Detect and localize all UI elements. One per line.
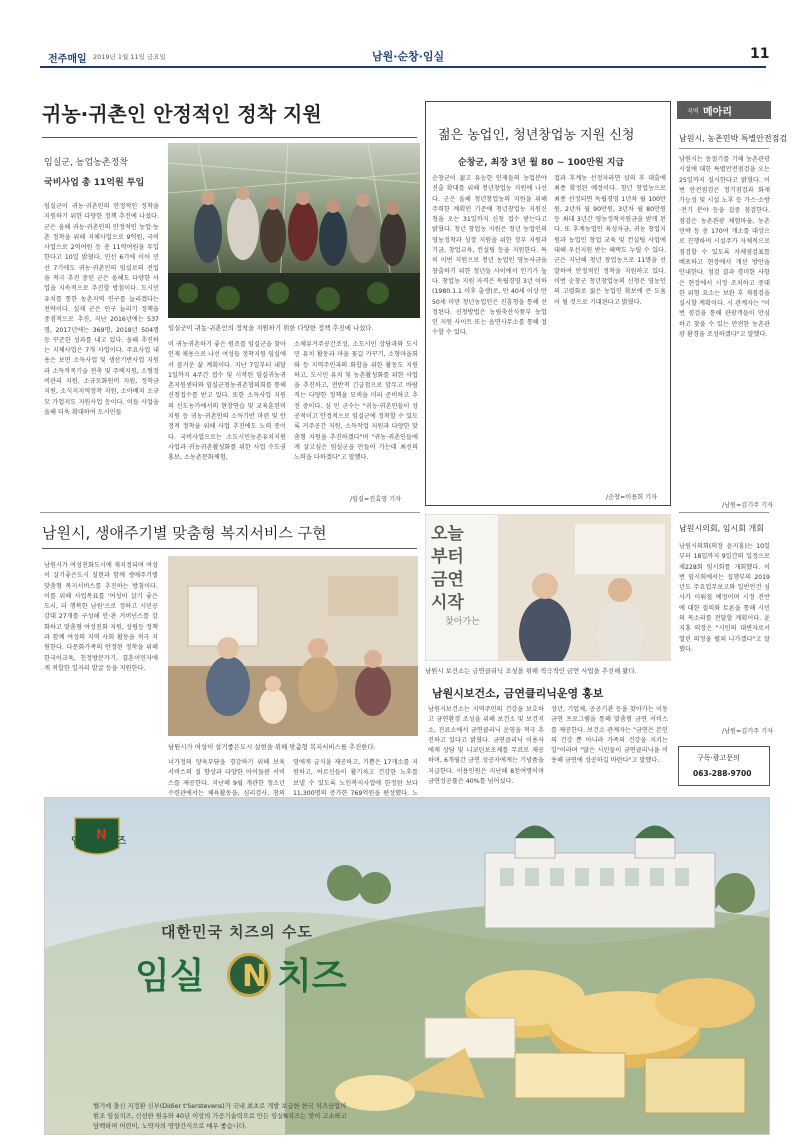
article-text: 너가정의 양육부담을 경감하기 위해 보육 서비스의 질 향상과 다양한 아이돌봄 서비스를 제공한다. 지난해 9월 개관한 청소년 수련관에서는 체육활동을, 심리검사, 창의 bbox=[168, 759, 285, 797]
brand-logo-n: N bbox=[96, 828, 107, 843]
sidebar-headline: 남원시, 농촌민박 특별안전점검 bbox=[679, 134, 788, 143]
section-rule bbox=[40, 512, 420, 513]
subscription-phone: 063-288-9700 bbox=[693, 769, 752, 778]
sidebar-headline: 남원시의회, 임시회 개회 bbox=[679, 524, 764, 533]
brand-logo-top: 임실 bbox=[71, 836, 91, 847]
subheading: 임실군, 농업농촌정착 bbox=[44, 158, 128, 168]
sign-text: 금연 bbox=[431, 570, 464, 590]
article-text: 남원시보건소는 지역주민의 건강을 보호하고 금연환경 조성을 위해 보건소 및 보건지소, 진료소에서 금연클리닉 운영을 적극 추진하고 있다고 밝혔다. 금연클리닉 이용자에게 상담 및 니코틴보조제를 무료로 제공하며, 6개월간 금연 성공자에게는 기념품을 지급한다. 이용인원은 지난해 8천여명이며 금연성공률은 40%를 넘어섰다. bbox=[428, 706, 544, 786]
sign-text: 오늘 bbox=[431, 524, 464, 544]
headline: 귀농·귀촌인 안정적인 정착 지원 bbox=[42, 102, 322, 126]
photo-caption: 남원시가 여성이 살기좋은도시 실현을 위해 맞춤형 복지서비스를 추진한다. bbox=[168, 743, 376, 751]
sidebar-text: 남원시의회(의장 윤지홍)는 10일부터 18일까지 9일간의 일정으로 제228회 임시회를 개회했다. 이번 임시회에서는 집행부의 2019년도 주요업무보고와 일반안건 심사가 이뤄질 예정이며 시정 전반에 대한 질의와 토론을 통해 시민의 목소리를 전달할 계획이다. 윤지홍 의장은 "시민의 대변자로서 열린 의정을 펼쳐 나가겠다"고 말했다. bbox=[679, 543, 770, 653]
ad-tagline: 대한민국 치즈의 수도 bbox=[161, 923, 313, 941]
sign-small-text: 찾아가는 bbox=[445, 617, 480, 627]
byline: /남원=김기주 기자 bbox=[722, 502, 774, 509]
cheese-advertisement bbox=[44, 797, 770, 1135]
article-text: 순창군이 젊고 유능한 인재들의 농업분야 진출 확대를 위해 청년창업농 지원에 나선다. 군은 올해 청년창업농의 지원을 위해 주력한 계획인 기준에 청년창업농 지원신청을 오는 31일까지 신청 접수 받는다고 밝혔다. 청년 창업농 지원은 청년 농업인의 영농정착과 성장 지원을 위한 정부 지원과 기금, 창업교육, 컨설팅 등을 지원한다. 특히 이번 지원으로 청년 농업인 영농자금을 창출하기 위한 청년들 사이에서 인기가 높다. 창업농 지원 자격은 독립경영 3년 이하(1980.1.1 이후 출생)로, 만 40세 이상 만 50세 미만 청년농업인은 진흥청을 통해 선정된다. 신청방법은 농림축산식품부 농업인 지원 사이트 또는 읍면사무소를 통해 접수할 수 있다. bbox=[432, 175, 547, 337]
page-number: 11 bbox=[750, 46, 770, 62]
byline: /순창=이용희 기자 bbox=[606, 494, 658, 501]
subscription-label: 구독·광고문의 bbox=[697, 754, 740, 762]
ad-title-right: 치즈 bbox=[277, 956, 347, 997]
header-rule bbox=[40, 66, 766, 68]
paper-name: 전주매일 bbox=[48, 54, 87, 65]
sidebar-rule bbox=[679, 148, 769, 149]
subheading: 순창군, 최장 3년 월 80 ~ 100만원 지급 bbox=[458, 158, 625, 168]
article-text: 영에게 급식을 제공하고, 기쁨은 17개소를 지원하고, 어르신들이 활기차고 건강한 노후를 보낼 수 있도록 노인복지사업에 한정된 보다 11,300명의 증가한 769억원을 편성했다. 노 bbox=[293, 759, 418, 797]
sidebar-text: 남원시는 동절기를 기해 농촌관광시설에 대한 특별안전점검을 오는 25일까지 실시한다고 밝혔다. 이번 안전점검은 정기점검과 화재 가능성 및 시설 노후 등 가스·소방·전기 분야 등을 집중 점검한다. 점검은 농촌관광 체험마을, 농촌민박 등 총 170여 개소를 대상으로 진행하며 시설주가 자체적으로 점검할 수 있도록 자체점검표를 배포하고 현장에서 개선 방안을 안내한다. 점검 결과 경미한 사항은 현장에서 시정 조치하고 중대한 위험 요소는 보완 후 재점검을 실시할 계획이다. 시 관계자는 "이번 점검을 통해 관광객들이 안심하고 찾을 수 있는 안전한 농촌관광 환경을 조성하겠다"고 말했다. bbox=[679, 156, 770, 339]
page-header bbox=[0, 0, 806, 70]
sign-text: 부터 bbox=[431, 547, 464, 567]
article-text: 소체류거주공간조성, 소도시민 상담과와 도시민 유치 활동과 마을 꽃길 가꾸기, 소형마을회와 등 지역주민과의 화합을 위한 활동도 지원하고, 도시민 유치 및 농촌활성화를 위한 사업을 추진하고, 전반적 긴급점으로 앞두고 바람직는 다양한 정책을 모색을 미리 준비하고 추진 중이다. 심 민 군수는 "귀농·귀촌인들이 성공적이고 안정적으로 임실군에 정착할 수 있도록 거주공간 지원, 소득작업 지원과 다양한 맞춤형 지원을 추진하겠다"며 "귀농·귀촌인들에게 살고싶은 임실군을 만들어 가는데 최선의 노력을 다하겠다"고 말했다. bbox=[294, 341, 418, 462]
article-text: 남원시가 여성친화도시에 재지정되며 여성이 살기좋은도시 실현과 함께 생애주기별 맞춤형 복지서비스를 추진하는 방침이다. 이를 위해 사업목표를 '여성이 살기 좋은 도시, 더 행복한 남원'으로 정하고 시민공감대 27개를 구성해 안·관 거버넌스를 강화하고 맞춤형 여성친화 지원, 성평등 정책과 함께 여성의 지역 사회 활동을 적극 지원한다. 다문화가족의 안정된 정착을 위해 한국어교육, 친정방문가기, 결혼이민자에게 적합한 일자리 발굴 등을 지원한다. bbox=[44, 562, 158, 672]
article-photo bbox=[425, 514, 671, 661]
sidebar-label: 메아리 bbox=[703, 107, 732, 118]
sidebar-label-bar bbox=[677, 101, 771, 119]
ad-title-left: 임실 bbox=[135, 956, 205, 997]
byline: /남원=김기주 기자 bbox=[722, 728, 774, 735]
headline: 남원시, 생애주기별 맞춤형 복지서비스 구현 bbox=[42, 524, 327, 542]
article-text: 장년, 기업체, 공공기관 등을 찾아가는 이동금연 프로그램을 통해 맞춤형 금연 서비스를 제공한다. 보건소 관계자는 "금연은 본인의 건강 뿐 아니라 가족의 건강을 지키는 일"이라며 "많은 시민들이 금연클리닉을 이용해 금연에 성공하길 바란다"고 말했다. bbox=[551, 706, 668, 765]
byline: /임실=진효영 기자 bbox=[350, 496, 402, 503]
sidebar-label-small: 지역 bbox=[687, 108, 699, 115]
headline-rule bbox=[42, 548, 417, 549]
ad-description: 원조 임실치즈, 신선한 원유와 40년 이상의 가공기술력으로 만든 임실N치즈는 맛이 고소하고 bbox=[93, 1113, 347, 1120]
article-photo bbox=[168, 143, 420, 318]
ad-description: 벨기에 출신 지정환 신부(Didier t'Serstevens)가 국내 최초로 개발 보급한 한국 치즈산업의 bbox=[93, 1103, 347, 1110]
headline: 젊은 농업인, 청년창업농 지원 신청 bbox=[438, 128, 635, 143]
subscription-box bbox=[678, 746, 770, 786]
article-photo bbox=[168, 556, 418, 736]
headline: 남원시보건소, 금연클리닉운영 홍보 bbox=[432, 687, 604, 700]
issue-date: 2019년 1월 11일 금요일 bbox=[93, 53, 166, 61]
ad-description: 담백하며 어린이, 노약자의 영양간식으로 매우 좋습니다. bbox=[93, 1123, 247, 1130]
photo-caption: 남원시 보건소는 금연클리닉 조성을 위해 적극적인 금연 사업을 추진해 왔다. bbox=[425, 667, 637, 675]
article-youth-farmers bbox=[425, 101, 671, 506]
section-title: 남원·순창·임실 bbox=[372, 50, 445, 63]
article-text: 접과 후계농 선정자라면 심의 후 대출에 최종 확정된 예정이다. 청년 창업농으로 최종 선정되면 독립경영 1년차 월 100만원, 2년차 월 90만원, 3년차 월 80만원 등 최대 3년간 영농정착지원금을 받게 된다. 또 후계농업인 육성자금, 귀농 창업지원과 농업인 창업 교육 및 컨설팅 사업에 대해 우선지원 받는 혜택도 누릴 수 있다. 군은 지난해 청년 창업농으로 11명을 선발하여 안정적인 정착을 지원하고 있다. 이번 순창군 청년창업농의 신청은 영농인의 고령화로 젊은 농업인 확보에 큰 도움이 될 것으로 기대된다고 밝혔다. bbox=[554, 175, 666, 306]
subheading: 국비사업 총 11억원 투입 bbox=[44, 178, 145, 188]
headline-rule bbox=[42, 137, 417, 138]
ad-title-n-badge bbox=[227, 953, 271, 997]
sidebar-rule bbox=[679, 512, 769, 513]
brand-logo-bottom: 치즈 bbox=[107, 836, 127, 847]
sign-text: 시작 bbox=[431, 593, 464, 613]
photo-caption: 임실군이 귀농·귀촌인의 정착을 지원하기 위한 다양한 정책 추진에 나섰다. bbox=[168, 324, 374, 332]
article-text: 이 귀농귀촌하기 좋은 원조를 임실군을 찾아 인재 채용으로 나선 여성들 정착지원 임실에서 즐거운 삶 계획이다. 지난 7일부터 내달 1일까지 4주간 접수 및 시작된 임실귀농귀촌지원센터와 임실군청농귀촌협의회를 통해 신청접수를 받고 있다. 또한 소득사업 지원의 신도농가에서의 현장연습 및 교육훈련비 지원 등 귀농·귀촌인의 소득기반 마련 및 안정적 정착을 위해 사업 추진에도 노력 중이다. 국비사업으로는 소도시민농촌유치지원사업과 귀농귀촌활성화를 위한 사업 수도권 홍보, 소농촌문화체험, bbox=[168, 341, 286, 462]
article-text: 임실군이 귀농·귀촌인의 안정적인 정착을 지원하기 위한 다양한 정책 추진에 나섰다. 군은 올해 귀농·귀촌인의 안정적인 농업·농촌 정착을 위해 지체사업으로 9억원, 국비사업으로 2억여원 등 총 11억여원을 투입한다고 10일 밝혔다. 민선 6기에 이어 민선 7기에도 귀농·귀촌인의 임실로의 전입을 적극 추진 중인 군은 올해도 다양한 사업을 지속적으로 추진할 방침이다. 도시민 유치를 통한 농촌지역 인구를 늘리겠다는 전략이다. 실제 군은 인구 늘리기 정책을 중점적으로 추진, 지난 2016년에는 537명, 2017년에는 369명, 2018년 504명 등 꾸준한 성과를 내고 있다. 올해 추진하는 지체사업은 7개 사업이다. 주요사업 내용은 보면 소득사업 및 생산기반사업 지원과 소득작목기술 전축 및 주택지원, 소형정비관리 지원, 소규모화원비 지원, 정착금 지원, 소식지지역정착 지원, 소아배치 소규모 가업지도 지원사업 등이다. 이들 사업을 올해 더욱 확대하여 도시민들 bbox=[44, 203, 159, 416]
ad-title-n: N bbox=[242, 959, 268, 994]
